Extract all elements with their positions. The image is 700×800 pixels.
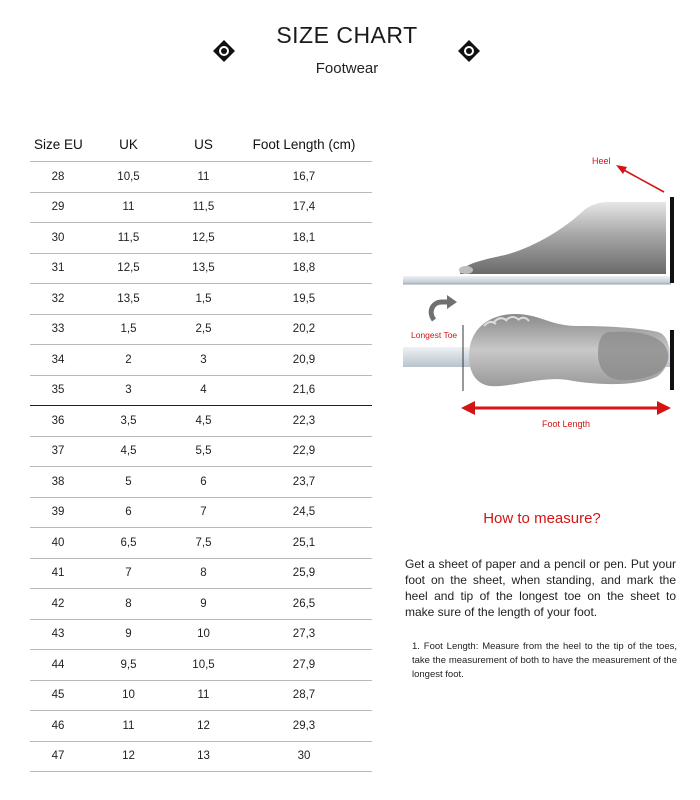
foot-length-cell: 30 — [297, 750, 311, 763]
size-eu-cell: 33 — [51, 323, 65, 336]
heel-label: Heel — [592, 156, 611, 166]
table-row — [30, 437, 372, 468]
size-us-cell: 13,5 — [192, 262, 215, 275]
foot-length-cell: 28,7 — [292, 689, 316, 702]
foot-length-cell: 23,7 — [292, 475, 316, 488]
size-uk-cell: 1,5 — [120, 323, 137, 336]
size-uk-cell: 11 — [122, 719, 135, 732]
how-to-measure-heading: How to measure? — [483, 510, 601, 527]
table-row — [30, 681, 372, 712]
size-eu-cell: 47 — [51, 750, 65, 763]
table-row — [30, 376, 372, 407]
foot-length-cell: 29,3 — [292, 719, 316, 732]
size-uk-cell: 8 — [125, 597, 132, 610]
size-uk-cell: 7 — [125, 567, 132, 580]
size-uk-cell: 9,5 — [120, 658, 137, 671]
foot-length-cell: 24,5 — [292, 506, 316, 519]
size-eu-cell: 43 — [51, 628, 65, 641]
longest-toe-label: Longest Toe — [411, 330, 458, 340]
table-row — [30, 254, 372, 285]
table-row — [30, 742, 372, 773]
size-uk-cell: 11 — [122, 201, 135, 214]
size-us-cell: 13 — [197, 750, 210, 763]
size-us-cell: 10 — [197, 628, 210, 641]
size-us-cell: 1,5 — [195, 292, 212, 305]
table-header — [30, 128, 372, 162]
size-eu-cell: 31 — [51, 262, 65, 275]
size-uk-cell: 12,5 — [117, 262, 140, 275]
table-row — [30, 284, 372, 315]
foot-length-step: 1. Foot Length: Measure from the heel to the tip of the toes, take the measurement of both to have the measurement of the longest foot. — [412, 641, 677, 680]
foot-length-cell: 27,9 — [292, 658, 316, 671]
table-row — [30, 345, 372, 376]
side-view-foot — [403, 197, 674, 284]
foot-length-arrow — [461, 401, 671, 429]
page-subtitle: Footwear — [315, 60, 379, 77]
size-uk-cell: 9 — [125, 628, 132, 641]
size-us-cell: 11 — [197, 689, 210, 702]
foot-length-cell: 20,9 — [292, 353, 316, 366]
column-header-us: US — [194, 137, 213, 152]
size-uk-cell: 4,5 — [120, 445, 137, 458]
foot-length-cell: 19,5 — [292, 292, 316, 305]
table-row — [30, 528, 372, 559]
size-table — [30, 128, 372, 772]
size-eu-cell: 39 — [51, 506, 65, 519]
size-us-cell: 4,5 — [195, 414, 212, 427]
size-uk-cell: 5 — [125, 475, 132, 488]
size-us-cell: 10,5 — [192, 658, 215, 671]
size-eu-cell: 30 — [51, 231, 65, 244]
size-us-cell: 8 — [200, 567, 207, 580]
size-eu-cell: 45 — [51, 689, 65, 702]
foot-length-cell: 18,8 — [292, 262, 316, 275]
foot-length-cell: 20,2 — [292, 323, 316, 336]
size-uk-cell: 13,5 — [117, 292, 140, 305]
size-uk-cell: 10,5 — [117, 170, 140, 183]
size-uk-cell: 12 — [122, 750, 135, 763]
size-eu-cell: 32 — [51, 292, 65, 305]
column-header-uk: UK — [119, 137, 138, 152]
table-row — [30, 498, 372, 529]
size-eu-cell: 41 — [51, 567, 65, 580]
foot-length-cell: 22,9 — [292, 445, 316, 458]
foot-length-cell: 18,1 — [292, 231, 316, 244]
size-us-cell: 11,5 — [192, 201, 215, 214]
foot-length-cell: 26,5 — [292, 597, 316, 610]
size-uk-cell: 2 — [125, 353, 132, 366]
size-us-cell: 7 — [200, 506, 207, 519]
size-us-cell: 12,5 — [192, 231, 215, 244]
table-row — [30, 467, 372, 498]
table-row — [30, 406, 372, 437]
size-eu-cell: 38 — [51, 475, 65, 488]
size-us-cell: 3 — [200, 353, 207, 366]
longest-toe-marker — [411, 295, 457, 340]
size-eu-cell: 35 — [51, 384, 65, 397]
column-header-eu: Size EU — [34, 137, 83, 152]
foot-length-cell: 25,9 — [292, 567, 316, 580]
table-row — [30, 559, 372, 590]
table-body — [30, 162, 372, 772]
foot-length-cell: 16,7 — [292, 170, 316, 183]
size-eu-cell: 34 — [51, 353, 65, 366]
size-eu-cell: 36 — [51, 414, 65, 427]
heel-marker — [592, 156, 664, 192]
size-us-cell: 2,5 — [195, 323, 212, 336]
table-row — [30, 315, 372, 346]
diamond-ornament-icon — [458, 40, 480, 62]
table-row — [30, 711, 372, 742]
size-eu-cell: 28 — [51, 170, 65, 183]
table-row — [30, 650, 372, 681]
table-row — [30, 589, 372, 620]
size-uk-cell: 11,5 — [117, 231, 140, 244]
foot-measurement-illustration — [400, 150, 690, 440]
size-us-cell: 4 — [200, 384, 207, 397]
table-row — [30, 620, 372, 651]
size-uk-cell: 10 — [122, 689, 135, 702]
size-us-cell: 7,5 — [195, 536, 212, 549]
size-eu-cell: 29 — [51, 201, 65, 214]
size-uk-cell: 6,5 — [120, 536, 137, 549]
size-uk-cell: 6 — [125, 506, 132, 519]
foot-length-cell: 27,3 — [292, 628, 316, 641]
size-eu-cell: 37 — [51, 445, 65, 458]
size-us-cell: 11 — [197, 170, 210, 183]
foot-length-cell: 25,1 — [292, 536, 316, 549]
size-eu-cell: 40 — [51, 536, 65, 549]
table-row — [30, 193, 372, 224]
size-uk-cell: 3 — [125, 384, 132, 397]
foot-length-cell: 17,4 — [292, 201, 316, 214]
size-uk-cell: 3,5 — [120, 414, 137, 427]
size-us-cell: 9 — [200, 597, 207, 610]
table-row — [30, 223, 372, 254]
column-header-foot-length: Foot Length (cm) — [252, 137, 356, 152]
foot-length-label: Foot Length — [541, 419, 591, 429]
size-eu-cell: 46 — [51, 719, 65, 732]
top-view-foot — [403, 314, 674, 391]
foot-length-cell: 22,3 — [292, 414, 316, 427]
foot-length-cell: 21,6 — [292, 384, 316, 397]
table-row — [30, 162, 372, 193]
size-eu-cell: 42 — [51, 597, 65, 610]
size-us-cell: 5,5 — [195, 445, 212, 458]
page-title: SIZE CHART — [276, 22, 418, 48]
size-eu-cell: 44 — [51, 658, 65, 671]
size-us-cell: 6 — [200, 475, 207, 488]
instructions-paragraph: Get a sheet of paper and a pencil or pen. Put your foot on the sheet, when standing, and mark the heel and tip of the longest toe on the sheet to make sure of the length of your foot. — [405, 557, 676, 619]
size-us-cell: 12 — [197, 719, 210, 732]
